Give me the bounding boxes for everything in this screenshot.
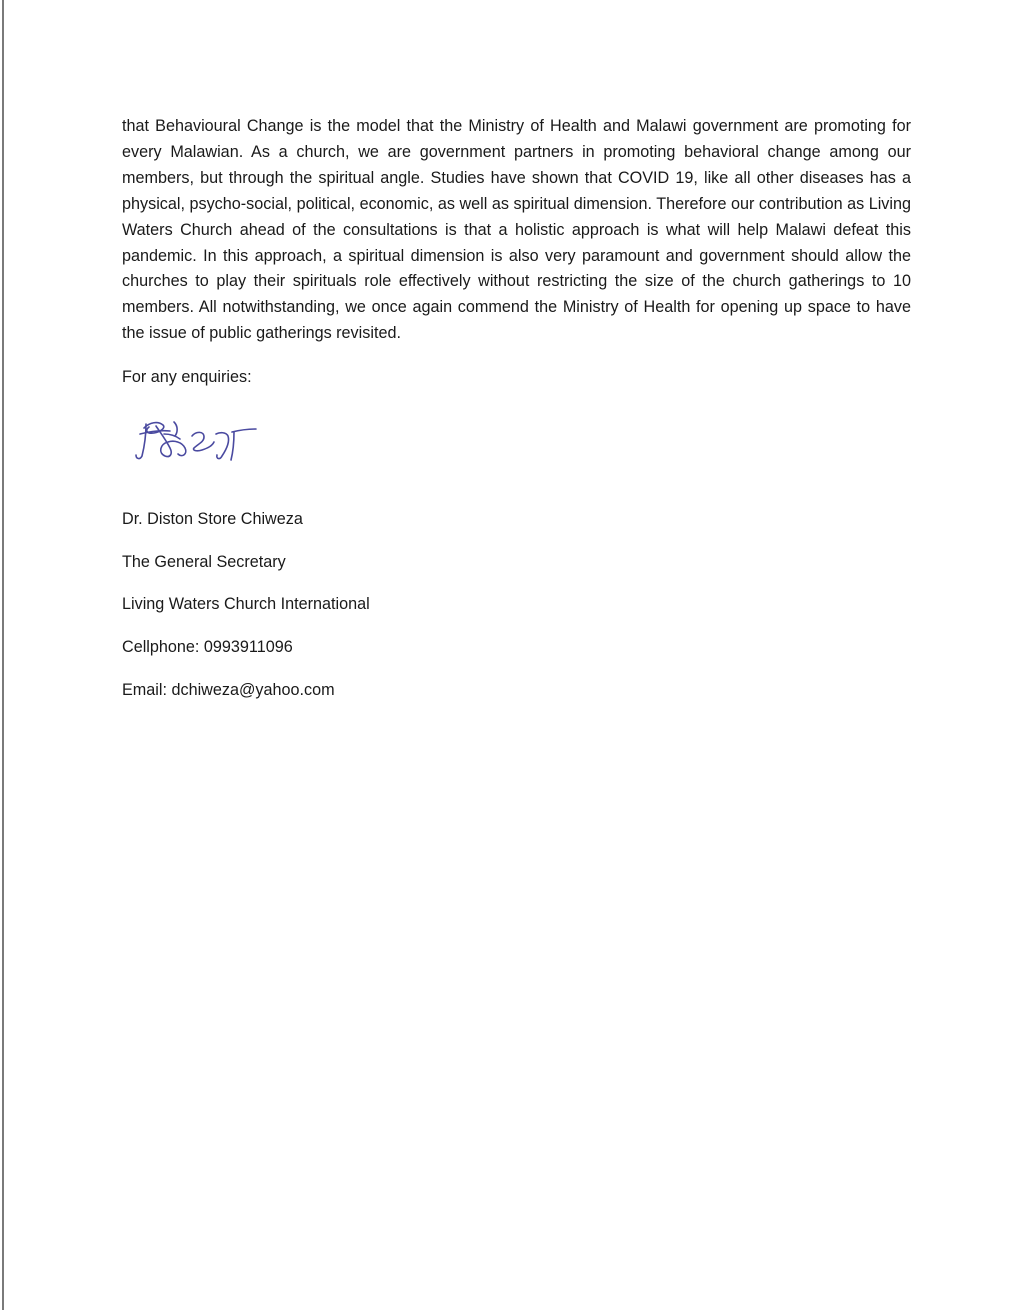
letter-body-paragraph: that Behavioural Change is the model that the Ministry of Health and Malawi government are promoting for every Malawian. As a church, we are government partners in promoting behavioral change among our members, but through the spiritual angle. Studies have shown that COVID 19, like all other diseases has a physical, psycho-social, political, economic, as well as spiritual dimension. Therefore our contribution as Living Waters Church ahead of the consultations is that a holistic approach is what will help Malawi defeat this pandemic. In this approach, a spiritual dimension is also very paramount and government should allow the churches to play their spirituals role effectively without restricting the size of the church gatherings to 10 members. All notwithstanding, we once again commend the Ministry of Health for opening up space to have the issue of public gatherings revisited. xyxy=(122,117,911,343)
signatory-name: Dr. Diston Store Chiweza xyxy=(122,510,303,528)
signatory-cellphone: Cellphone: 0993911096 xyxy=(122,638,293,656)
page-edge xyxy=(2,0,4,1310)
signatory-organization: Living Waters Church International xyxy=(122,595,370,613)
handwritten-signature xyxy=(130,412,265,470)
signatory-title: The General Secretary xyxy=(122,553,286,571)
enquiries-label: For any enquiries: xyxy=(122,368,252,386)
signatory-email: Email: dchiweza@yahoo.com xyxy=(122,681,335,699)
